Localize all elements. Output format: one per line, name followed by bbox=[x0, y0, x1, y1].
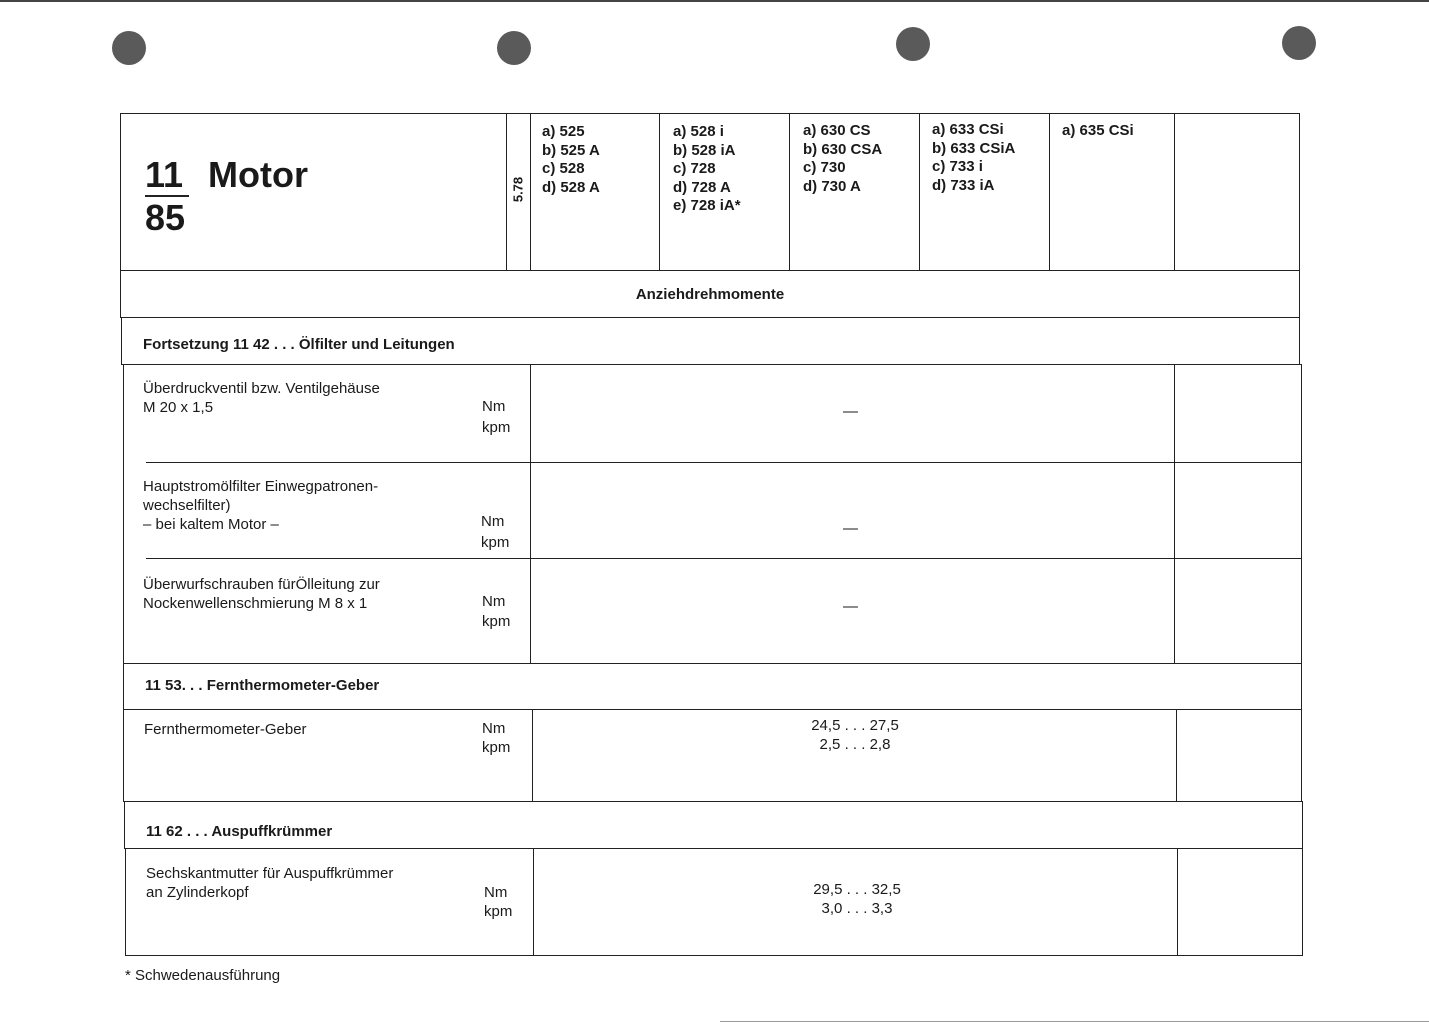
variant-label: c) 733 i bbox=[932, 158, 983, 175]
variant-label: a) 630 CS bbox=[803, 122, 871, 139]
punch-hole bbox=[1282, 26, 1316, 60]
row-description bbox=[146, 864, 393, 902]
variant-column bbox=[673, 123, 741, 216]
variant-label: a) 635 CSi bbox=[1062, 122, 1134, 139]
variant-label: d) 733 iA bbox=[932, 176, 995, 194]
page-bottom-edge bbox=[720, 1021, 1429, 1022]
unit-nm: Nm bbox=[484, 884, 508, 901]
unit-kpm: kpm bbox=[482, 739, 511, 756]
description-line: wechselfilter) bbox=[143, 497, 231, 514]
torque-value-nm: 29,5 . . . 32,5 bbox=[813, 881, 901, 898]
divider bbox=[659, 113, 660, 271]
description-line: Überwurfschrauben fürÖlleitung zur bbox=[143, 576, 380, 593]
unit-kpm: kpm bbox=[484, 903, 513, 920]
row-description bbox=[143, 379, 380, 417]
section-heading: Fortsetzung 11 42 . . . Ölfilter und Leitungen bbox=[143, 336, 455, 353]
description-line: Sechskantmutter für Auspuffkrümmer bbox=[146, 865, 394, 882]
torque-value-nm: 24,5 . . . 27,5 bbox=[811, 717, 899, 734]
punch-hole bbox=[896, 27, 930, 61]
description-line: Nockenwellenschmierung M 8 x 1 bbox=[143, 595, 368, 612]
variant-column bbox=[542, 123, 600, 197]
punch-hole bbox=[112, 31, 146, 65]
punch-hole bbox=[497, 31, 531, 65]
divider bbox=[530, 113, 531, 271]
variant-label: c) 528 bbox=[542, 160, 585, 177]
section-heading: 11 62 . . . Auspuffkrümmer bbox=[146, 823, 333, 840]
page-title: Motor bbox=[208, 154, 308, 195]
torque-value-kpm: 3,0 . . . 3,3 bbox=[821, 900, 893, 917]
row-description: Fernthermometer-Geber bbox=[144, 721, 307, 738]
divider bbox=[1174, 113, 1175, 271]
divider bbox=[532, 709, 533, 802]
description-line: Hauptstromölfilter Einwegpatronen- bbox=[143, 478, 379, 495]
unit-nm: Nm bbox=[482, 593, 506, 610]
footnote: * Schwedenausführung bbox=[125, 967, 281, 984]
variant-label: a) 528 i bbox=[673, 123, 724, 140]
variant-label: b) 633 CSiA bbox=[932, 139, 1016, 157]
variant-label: d) 730 A bbox=[803, 177, 861, 195]
section-heading: 11 53. . . Fernthermometer-Geber bbox=[145, 677, 380, 694]
page-top-edge bbox=[0, 0, 1429, 2]
unit-nm: Nm bbox=[481, 513, 505, 530]
description-line: – bei kaltem Motor – bbox=[143, 516, 279, 533]
unit-nm: Nm bbox=[482, 398, 506, 415]
variant-column bbox=[1062, 122, 1134, 141]
description-line: Überdruckventil bzw. Ventilgehäuse bbox=[143, 380, 380, 397]
divider bbox=[1177, 848, 1178, 956]
table-caption: Anziehdrehmomente bbox=[635, 286, 785, 303]
variant-label: b) 630 CSA bbox=[803, 140, 883, 158]
unit-nm: Nm bbox=[482, 720, 506, 737]
divider bbox=[1176, 709, 1177, 802]
variant-label: b) 525 A bbox=[542, 141, 600, 159]
variant-column bbox=[803, 122, 882, 196]
divider bbox=[530, 364, 531, 664]
edition-date: 5.78 bbox=[510, 176, 526, 203]
variant-label: c) 728 bbox=[673, 160, 716, 177]
divider bbox=[506, 113, 507, 271]
row-description bbox=[143, 477, 378, 534]
divider bbox=[789, 113, 790, 271]
variant-label: d) 728 A bbox=[673, 178, 731, 196]
unit-kpm: kpm bbox=[481, 534, 510, 551]
divider bbox=[919, 113, 920, 271]
divider bbox=[1049, 113, 1050, 271]
unit-kpm: kpm bbox=[482, 419, 511, 436]
value-placeholder: — bbox=[843, 598, 858, 615]
row-separator bbox=[146, 462, 1302, 463]
variant-label: b) 528 iA bbox=[673, 141, 736, 159]
description-line: an Zylinderkopf bbox=[146, 884, 249, 901]
value-placeholder: — bbox=[843, 520, 858, 537]
variant-column bbox=[932, 121, 1015, 195]
row-separator bbox=[146, 558, 1302, 559]
torque-value-kpm: 2,5 . . . 2,8 bbox=[819, 736, 891, 753]
variant-label: a) 633 CSi bbox=[932, 121, 1004, 138]
divider bbox=[1174, 364, 1175, 664]
variant-label: a) 525 bbox=[542, 123, 585, 140]
unit-kpm: kpm bbox=[482, 613, 511, 630]
variant-label: d) 528 A bbox=[542, 178, 600, 196]
variant-label: c) 730 bbox=[803, 159, 846, 176]
row-description bbox=[143, 575, 380, 613]
variant-label: e) 728 iA* bbox=[673, 197, 741, 214]
value-placeholder: — bbox=[843, 403, 858, 420]
description-line: M 20 x 1,5 bbox=[143, 399, 214, 416]
divider bbox=[533, 848, 534, 956]
page-number: 85 bbox=[145, 197, 186, 238]
section-number: 11 bbox=[145, 154, 184, 195]
